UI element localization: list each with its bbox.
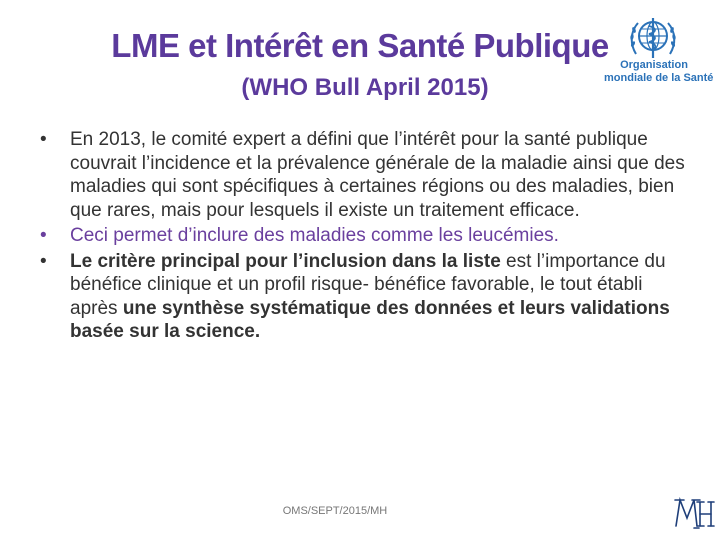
who-logo-text-line1: Organisation — [620, 59, 688, 71]
footer-reference: OMS/SEPT/2015/MH — [282, 505, 388, 517]
bullet-text: En 2013, le comité expert a défini que l’intérêt pour la santé publique couvrait l’incidence et la prévalence générale de la maladie ainsi que des maladies qui sont spécifiques à certaines régions ou des maladies, bien que rares, mais pour lesquels il existe un traitement efficace. — [70, 129, 685, 221]
slide-title: LME et Intérêt en Santé Publique — [111, 27, 609, 64]
bullet-list — [40, 128, 685, 346]
who-emblem-icon — [626, 14, 680, 64]
bullet-marker: • — [40, 225, 47, 246]
who-logo — [604, 14, 714, 94]
bullet-item — [40, 250, 685, 344]
slide-subtitle: (WHO Bull April 2015) — [241, 74, 489, 101]
bullet-text: est l’importance du bénéfice clinique et un profil risque- bénéfice favorable, le tout établi après — [70, 250, 666, 319]
bullet-item — [40, 224, 685, 248]
bullet-item — [40, 128, 685, 222]
bullet-marker: • — [40, 129, 47, 150]
who-logo-text-line2: mondiale de la Santé — [604, 72, 714, 84]
bullet-marker: • — [40, 250, 47, 272]
bullet-text: Ceci permet d’inclure des maladies comme les leucémies. — [70, 225, 559, 246]
bullet-text-bold-tail: une synthèse systématique des données et leurs validations basée sur la science. — [70, 297, 670, 342]
mh-signature-icon — [672, 494, 716, 532]
bullet-text-bold-lead: Le critère principal pour l’inclusion dans la liste — [70, 250, 501, 272]
